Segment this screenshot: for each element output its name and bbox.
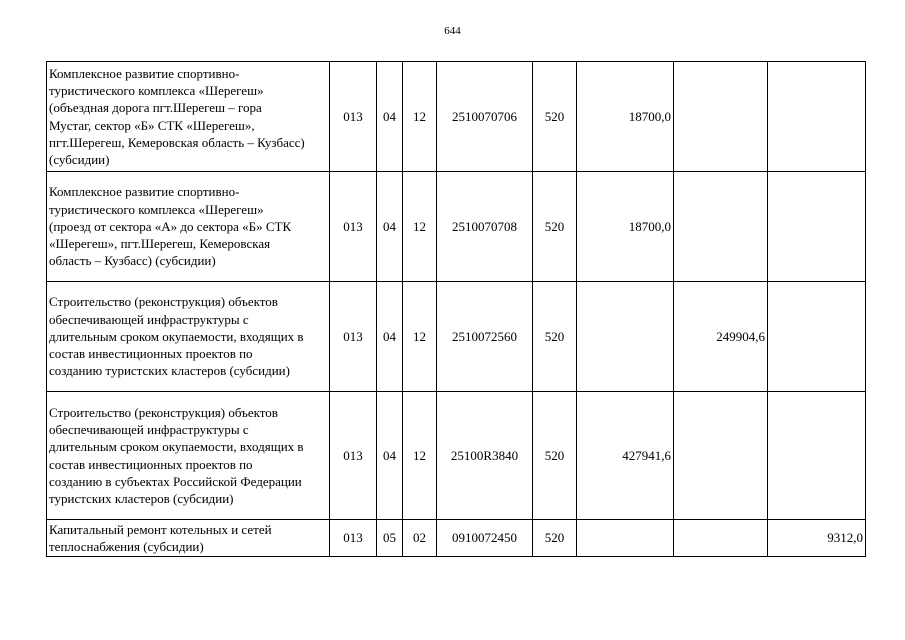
expense-name-line: созданию туристских кластеров (субсидии) bbox=[49, 363, 290, 379]
amount-2-cell: 249904,6 bbox=[674, 282, 768, 392]
expense-type-cell: 520 bbox=[533, 520, 577, 557]
expense-name-cell bbox=[47, 392, 330, 520]
ministry-code-cell: 013 bbox=[330, 520, 377, 557]
page-number: 644 bbox=[444, 25, 461, 37]
ministry-code-cell: 013 bbox=[330, 62, 377, 172]
expense-type-cell: 520 bbox=[533, 392, 577, 520]
expense-type-cell: 520 bbox=[533, 62, 577, 172]
expense-name-line: теплоснабжения (субсидии) bbox=[49, 539, 204, 554]
expense-name-line: (объездная дорога пгт.Шерегеш – гора bbox=[49, 100, 262, 116]
section-code-cell: 05 bbox=[377, 520, 403, 557]
amount-3-cell: 9312,0 bbox=[768, 520, 866, 557]
amount-2-cell bbox=[674, 172, 768, 282]
amount-2-cell bbox=[674, 62, 768, 172]
expense-name-cell bbox=[47, 520, 330, 557]
ministry-code-cell: 013 bbox=[330, 392, 377, 520]
target-article-cell: 25100R3840 bbox=[437, 392, 533, 520]
amount-1-cell bbox=[577, 282, 674, 392]
table-row bbox=[47, 392, 866, 520]
amount-2-cell bbox=[674, 392, 768, 520]
target-article-cell: 0910072450 bbox=[437, 520, 533, 557]
expense-name-line: состав инвестиционных проектов по bbox=[49, 456, 253, 472]
section-code-cell: 04 bbox=[377, 62, 403, 172]
expense-name-line: (субсидии) bbox=[49, 151, 110, 167]
table-row bbox=[47, 520, 866, 557]
expense-name-line: состав инвестиционных проектов по bbox=[49, 346, 253, 362]
subsection-code-cell: 02 bbox=[403, 520, 437, 557]
expense-name-line: «Шерегеш», пгт.Шерегеш, Кемеровская bbox=[49, 236, 271, 252]
amount-3-cell bbox=[768, 62, 866, 172]
subsection-code-cell: 12 bbox=[403, 392, 437, 520]
section-code-cell: 04 bbox=[377, 392, 403, 520]
amount-3-cell bbox=[768, 282, 866, 392]
expense-name-line: Строительство (реконструкция) объектов bbox=[49, 404, 278, 420]
expense-name-line: Капитальный ремонт котельных и сетей bbox=[49, 521, 272, 537]
table-row bbox=[47, 282, 866, 392]
expense-name-cell bbox=[47, 62, 330, 172]
expense-name-cell bbox=[47, 282, 330, 392]
amount-2-cell bbox=[674, 520, 768, 557]
ministry-code-cell: 013 bbox=[330, 282, 377, 392]
target-article-cell: 2510070706 bbox=[437, 62, 533, 172]
expense-name-line: Мустаг, сектор «Б» СТК «Шерегеш», bbox=[49, 117, 255, 133]
amount-3-cell bbox=[768, 392, 866, 520]
section-code-cell: 04 bbox=[377, 282, 403, 392]
section-code-cell: 04 bbox=[377, 172, 403, 282]
amount-1-cell: 427941,6 bbox=[577, 392, 674, 520]
expense-name-line: туристического комплекса «Шерегеш» bbox=[49, 83, 264, 99]
expense-name-line: область – Кузбасс) (субсидии) bbox=[49, 253, 216, 269]
table-row bbox=[47, 172, 866, 282]
expense-name-cell bbox=[47, 172, 330, 282]
expense-name-line: созданию в субъектах Российской Федерации bbox=[49, 473, 302, 489]
amount-1-cell: 18700,0 bbox=[577, 172, 674, 282]
target-article-cell: 2510070708 bbox=[437, 172, 533, 282]
subsection-code-cell: 12 bbox=[403, 62, 437, 172]
table-row bbox=[47, 62, 866, 172]
expense-name-line: длительным сроком окупаемости, входящих в bbox=[49, 328, 304, 344]
amount-1-cell bbox=[577, 520, 674, 557]
expense-name-line: туристического комплекса «Шерегеш» bbox=[49, 201, 264, 217]
table-body bbox=[47, 62, 866, 557]
expense-name-line: обеспечивающей инфраструктуры с bbox=[49, 311, 249, 327]
subsection-code-cell: 12 bbox=[403, 172, 437, 282]
amount-3-cell bbox=[768, 172, 866, 282]
expense-name-line: длительным сроком окупаемости, входящих в bbox=[49, 439, 304, 455]
ministry-code-cell: 013 bbox=[330, 172, 377, 282]
expense-name-line: Комплексное развитие спортивно- bbox=[49, 65, 240, 81]
amount-1-cell: 18700,0 bbox=[577, 62, 674, 172]
expense-type-cell: 520 bbox=[533, 282, 577, 392]
expense-type-cell: 520 bbox=[533, 172, 577, 282]
target-article-cell: 2510072560 bbox=[437, 282, 533, 392]
expense-name-line: обеспечивающей инфраструктуры с bbox=[49, 422, 249, 438]
expense-name-line: (проезд от сектора «А» до сектора «Б» СТК bbox=[49, 218, 292, 234]
expense-name-line: пгт.Шерегеш, Кемеровская область – Кузбасс) bbox=[49, 134, 305, 150]
expense-name-line: Строительство (реконструкция) объектов bbox=[49, 294, 278, 310]
expense-name-line: туристских кластеров (субсидии) bbox=[49, 490, 234, 506]
budget-table bbox=[46, 61, 866, 557]
subsection-code-cell: 12 bbox=[403, 282, 437, 392]
expense-name-line: Комплексное развитие спортивно- bbox=[49, 184, 240, 200]
